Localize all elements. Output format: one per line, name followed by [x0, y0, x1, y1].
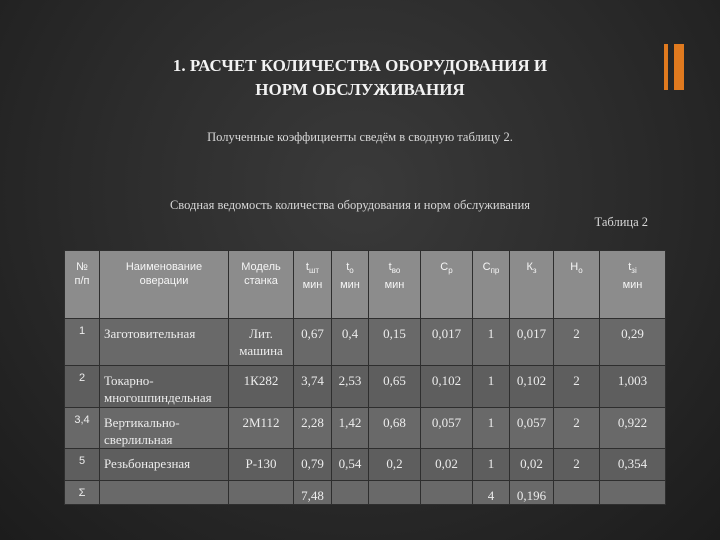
- cell-model: 2М112: [229, 408, 294, 449]
- cell-cr: 0,102: [421, 366, 473, 408]
- cell-tvo: [369, 481, 421, 505]
- cell-to: 0,54: [332, 449, 369, 481]
- cell-cr: 0,017: [421, 319, 473, 366]
- header-tzi: $t_{зi}$ мин: [600, 251, 666, 319]
- header-num: № п/п: [65, 251, 100, 319]
- cell-tzi: 0,354: [600, 449, 666, 481]
- accent-bar-thin: [664, 44, 668, 90]
- cell-kz: 0,017: [510, 319, 554, 366]
- header-cpr: $С_{пр}$: [473, 251, 510, 319]
- header-cr: $С_р$: [421, 251, 473, 319]
- cell-num: 3,4: [65, 408, 100, 449]
- accent-bar-thick: [674, 44, 684, 90]
- table-row-total: [65, 481, 666, 505]
- cell-tsht: 0,79: [294, 449, 332, 481]
- cell-cpr: 4: [473, 481, 510, 505]
- cell-name: [100, 481, 229, 505]
- table-row: [65, 366, 666, 408]
- cell-model: 1К282: [229, 366, 294, 408]
- cell-tvo: 0,68: [369, 408, 421, 449]
- cell-to: 0,4: [332, 319, 369, 366]
- cell-model: Р-130: [229, 449, 294, 481]
- cell-name: Резьбонарезная: [100, 449, 229, 481]
- header-tsht: $t_{шт}$ мин: [294, 251, 332, 319]
- cell-num: 1: [65, 319, 100, 366]
- header-model: Модель станка: [229, 251, 294, 319]
- cell-cr: 0,057: [421, 408, 473, 449]
- cell-tzi: 1,003: [600, 366, 666, 408]
- table-row: [65, 319, 666, 366]
- cell-cr: 0,02: [421, 449, 473, 481]
- cell-kz: 0,057: [510, 408, 554, 449]
- table-row: [65, 408, 666, 449]
- cell-no: [554, 481, 600, 505]
- header-kz: $К_з$: [510, 251, 554, 319]
- cell-num: 2: [65, 366, 100, 408]
- table-row: [65, 449, 666, 481]
- cell-cr: [421, 481, 473, 505]
- cell-model: Лит. машина: [229, 319, 294, 366]
- cell-tsht: 2,28: [294, 408, 332, 449]
- summary-table: [64, 250, 666, 505]
- cell-cpr: 1: [473, 319, 510, 366]
- cell-no: 2: [554, 408, 600, 449]
- cell-no: 2: [554, 449, 600, 481]
- header-no: $Н_о$: [554, 251, 600, 319]
- cell-tsht: 0,67: [294, 319, 332, 366]
- header-to: $t_о$ мин: [332, 251, 369, 319]
- cell-name: Вертикально-сверлильная: [100, 408, 229, 449]
- table-caption: Сводная ведомость количества оборудования и норм обслуживания: [169, 198, 531, 212]
- cell-tzi: [600, 481, 666, 505]
- header-name: Наименование оверации: [100, 251, 229, 319]
- cell-name: Токарно-многошпиндельная: [100, 366, 229, 408]
- cell-num: 5: [65, 449, 100, 481]
- cell-tsht: 7,48: [294, 481, 332, 505]
- cell-cpr: 1: [473, 449, 510, 481]
- cell-tvo: 0,65: [369, 366, 421, 408]
- header-tvo: $t_{во}$ мин: [369, 251, 421, 319]
- cell-tvo: 0,15: [369, 319, 421, 366]
- cell-num: Σ: [65, 481, 100, 505]
- title-line-2: НОРМ ОБСЛУЖИВАНИЯ: [255, 80, 465, 99]
- cell-to: 1,42: [332, 408, 369, 449]
- cell-kz: 0,02: [510, 449, 554, 481]
- cell-cpr: 1: [473, 408, 510, 449]
- slide-title: [60, 54, 660, 102]
- cell-to: 2,53: [332, 366, 369, 408]
- cell-no: 2: [554, 319, 600, 366]
- cell-tzi: 0,922: [600, 408, 666, 449]
- cell-to: [332, 481, 369, 505]
- subtitle-text: Полученные коэффициенты сведём в сводную таблицу 2.: [207, 130, 513, 144]
- title-line-1: 1. РАСЧЕТ КОЛИЧЕСТВА ОБОРУДОВАНИЯ И: [172, 56, 548, 75]
- cell-model: [229, 481, 294, 505]
- cell-kz: 0,196: [510, 481, 554, 505]
- cell-cpr: 1: [473, 366, 510, 408]
- cell-tvo: 0,2: [369, 449, 421, 481]
- cell-no: 2: [554, 366, 600, 408]
- cell-kz: 0,102: [510, 366, 554, 408]
- table-header-row: [65, 251, 666, 319]
- table-number: Таблица 2: [594, 215, 648, 229]
- cell-tzi: 0,29: [600, 319, 666, 366]
- cell-name: Заготовительная: [100, 319, 229, 366]
- cell-tsht: 3,74: [294, 366, 332, 408]
